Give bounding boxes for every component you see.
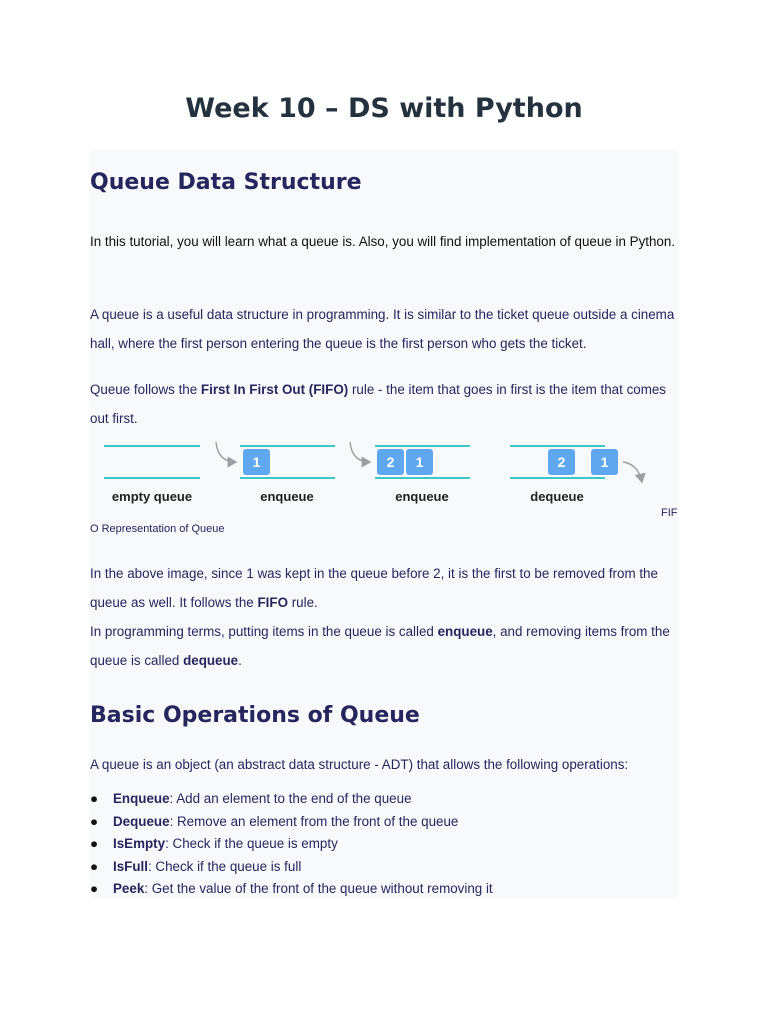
section-heading-queue: Queue Data Structure: [90, 170, 362, 195]
programming-terms-paragraph: [90, 617, 680, 675]
list-item: [90, 878, 680, 901]
diagram-label: empty queue: [111, 489, 193, 504]
enqueue-1-graphic: [216, 442, 335, 478]
above-image-paragraph: [90, 559, 680, 617]
op-name: IsEmpty: [113, 836, 166, 851]
op-desc: : Remove an element from the front of the queue: [169, 813, 459, 829]
list-item: [90, 856, 680, 879]
queue-item: 1: [415, 454, 424, 470]
curved-arrow-icon: [623, 462, 642, 482]
p5-mid: , and removing items from the queue is called: [90, 624, 670, 668]
p4-bold: FIFO: [257, 595, 288, 610]
operations-list: [90, 788, 680, 901]
p5-bold-dequeue: dequeue: [183, 653, 239, 668]
p4-post: rule.: [287, 595, 318, 610]
bullet-icon: ●: [90, 813, 99, 829]
op-desc: : Get the value of the front of the queue without removing it: [144, 881, 493, 896]
queue-item: 1: [600, 454, 609, 470]
op-desc: : Add an element to the end of the queue: [169, 791, 412, 806]
bullet-icon: ●: [90, 858, 99, 874]
fifo-text-post: rule - the item that goes in first is the item that comes out first.: [90, 382, 667, 426]
fifo-paragraph: [90, 375, 680, 433]
page-title: Week 10 – DS with Python: [185, 93, 583, 124]
diagram-label: enqueue: [395, 489, 449, 504]
p5-post: .: [238, 653, 242, 668]
empty-queue-graphic: [104, 446, 200, 478]
fifo-text-pre: Queue follows the: [90, 382, 201, 397]
bullet-icon: ●: [90, 836, 99, 851]
list-item: [90, 811, 680, 834]
bullet-icon: ●: [90, 881, 99, 896]
intro-paragraph: In this tutorial, you will learn what a queue is. Also, you will find implementation of queue in Python.: [90, 234, 676, 249]
op-desc: : Check if the queue is full: [147, 858, 302, 874]
diagram-label: dequeue: [530, 489, 584, 504]
diagram-label: enqueue: [260, 489, 314, 504]
fifo-bold: First In First Out (FIFO): [200, 382, 349, 397]
figure-caption-part1: FIF: [661, 507, 678, 519]
queue-item: 1: [252, 454, 261, 470]
curved-arrow-icon: [216, 442, 236, 462]
p5-pre: In programming terms, putting items in the queue is called: [90, 624, 438, 639]
op-name: Peek: [113, 881, 145, 896]
list-item: [90, 833, 680, 856]
cinema-paragraph: A queue is a useful data structure in programming. It is similar to the ticket queue outside a cinema hall, where the first person entering the queue is the first person who gets the ticket.: [90, 307, 675, 351]
queue-item: 2: [386, 454, 395, 470]
curved-arrow-icon: [350, 442, 370, 462]
enqueue-2-graphic: [350, 442, 470, 478]
operations-intro: A queue is an object (an abstract data structure - ADT) that allows the following operations:: [90, 757, 629, 772]
fifo-diagram: [90, 432, 660, 512]
op-name: Enqueue: [113, 791, 170, 806]
op-name: IsFull: [113, 858, 148, 874]
queue-item: 2: [557, 454, 566, 470]
dequeue-graphic: [510, 446, 642, 482]
figure-caption-part2: O Representation of Queue: [90, 523, 225, 535]
bullet-icon: ●: [90, 791, 99, 806]
p5-bold-enqueue: enqueue: [437, 624, 493, 639]
op-desc: : Check if the queue is empty: [165, 836, 338, 851]
section-heading-operations: Basic Operations of Queue: [90, 703, 420, 728]
list-item: [90, 788, 680, 811]
p4-pre: In the above image, since 1 was kept in the queue before 2, it is the first to be removed from the queue as well. It follows the: [90, 566, 658, 610]
op-name: Dequeue: [113, 813, 170, 829]
